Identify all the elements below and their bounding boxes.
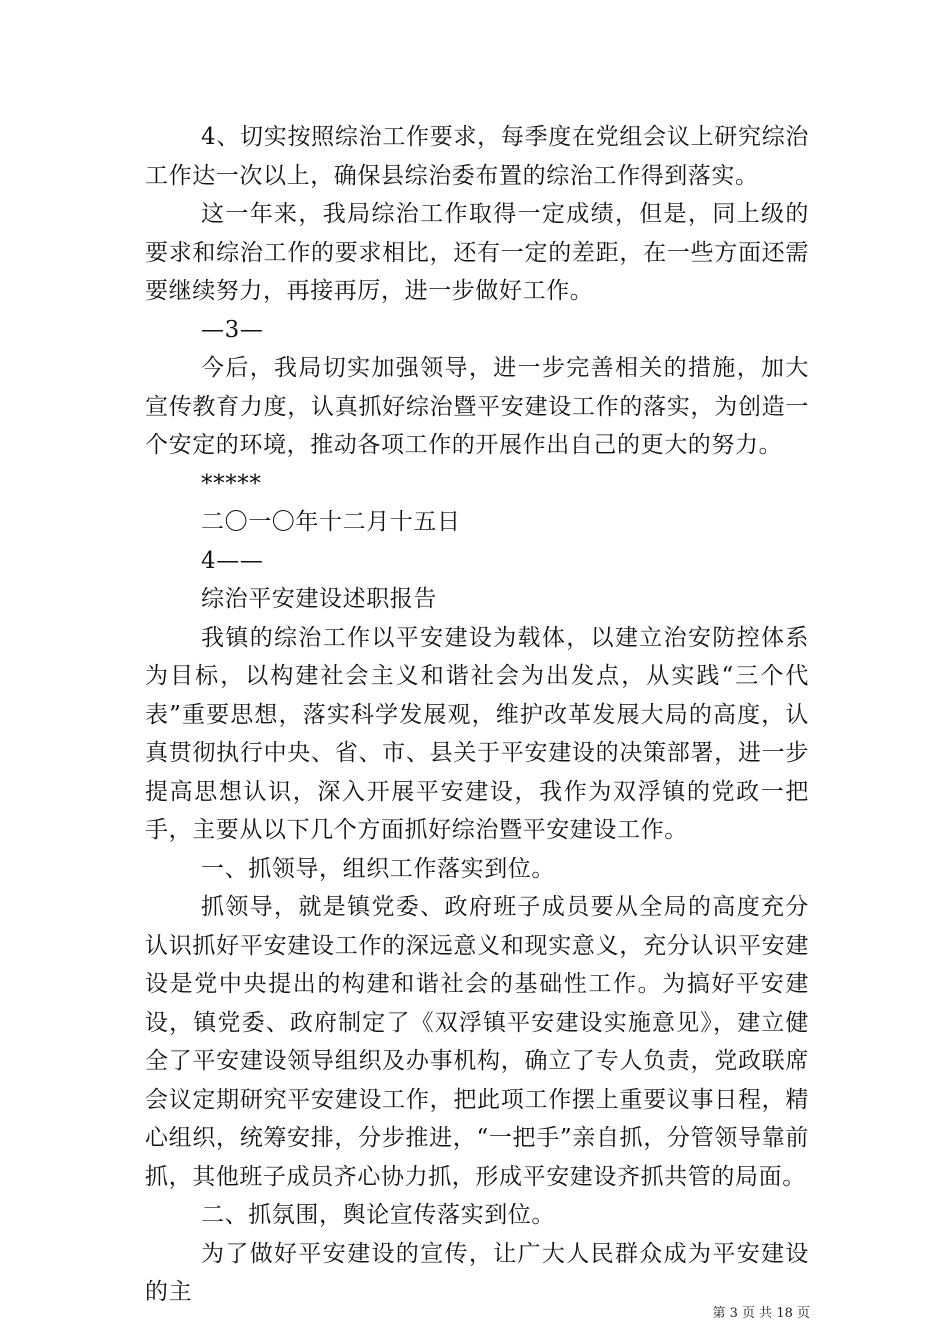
section-heading-2: 二、抓氛围，舆论宣传落实到位。	[201, 1202, 555, 1228]
section-heading-1: 一、抓领导，组织工作落实到位。	[201, 855, 555, 882]
page-number-footer: 第 3 页 共 18 页	[712, 1306, 810, 1321]
page-marker-3: —3—	[201, 316, 264, 343]
paragraph-item-4: 4、切实按照综治工作要求，每季度在党组会议上研究综治工作达一次以上，确保县综治委布置的综治工作得到落实。	[145, 124, 809, 189]
paragraph-intro: 我镇的综治工作以平安建设为载体，以建立治安防控体系为目标，以构建社会主义和谐社会为出发点，从实践“三个代表”重要思想，落实科学发展观，维护改革发展大局的高度，认真贯彻执行中央、省、市、县关于平安建设的决策部署，进一步提高思想认识，深入开展平安建设，我作为双浮镇的党政一把手，主要从以下几个方面抓好综治暨平安建设工作。	[145, 624, 809, 843]
page-marker-4: 4——	[201, 547, 264, 574]
paragraph-summary: 这一年来，我局综治工作取得一定成绩，但是，同上级的要求和综治工作的要求相比，还有一定的差距，在一些方面还需要继续努力，再接再厉，进一步做好工作。	[145, 201, 809, 304]
signature-placeholder: *****	[201, 470, 262, 497]
paragraph-leadership: 抓领导，就是镇党委、政府班子成员要从全局的高度充分认识抓好平安建设工作的深远意义和现实意义，充分认识平安建设是党中央提出的构建和谐社会的基础性工作。为搞好平安建设，镇党委、政府制定了《双浮镇平安建设实施意见》，建立健全了平安建设领导组织及办事机构，确立了专人负责，党政联席会议定期研究平安建设工作，把此项工作摆上重要议事日程，精心组织，统筹安排，分步推进，“一把手”亲自抓，分管领导靠前抓，其他班子成员齐心协力抓，形成平安建设齐抓共管的局面。	[145, 894, 809, 1190]
report-title: 综治平安建设述职报告	[201, 586, 437, 612]
paragraph-future: 今后，我局切实加强领导，进一步完善相关的措施，加大宣传教育力度，认真抓好综治暨平安建设工作的落实，为创造一个安定的环境，推动各项工作的开展作出自己的更大的努力。	[145, 355, 809, 458]
paragraph-publicity: 为了做好平安建设的宣传，让广大人民群众成为平安建设的主	[145, 1240, 809, 1305]
document-date: 二〇一〇年十二月十五日	[201, 509, 461, 535]
document-body	[145, 118, 809, 1312]
